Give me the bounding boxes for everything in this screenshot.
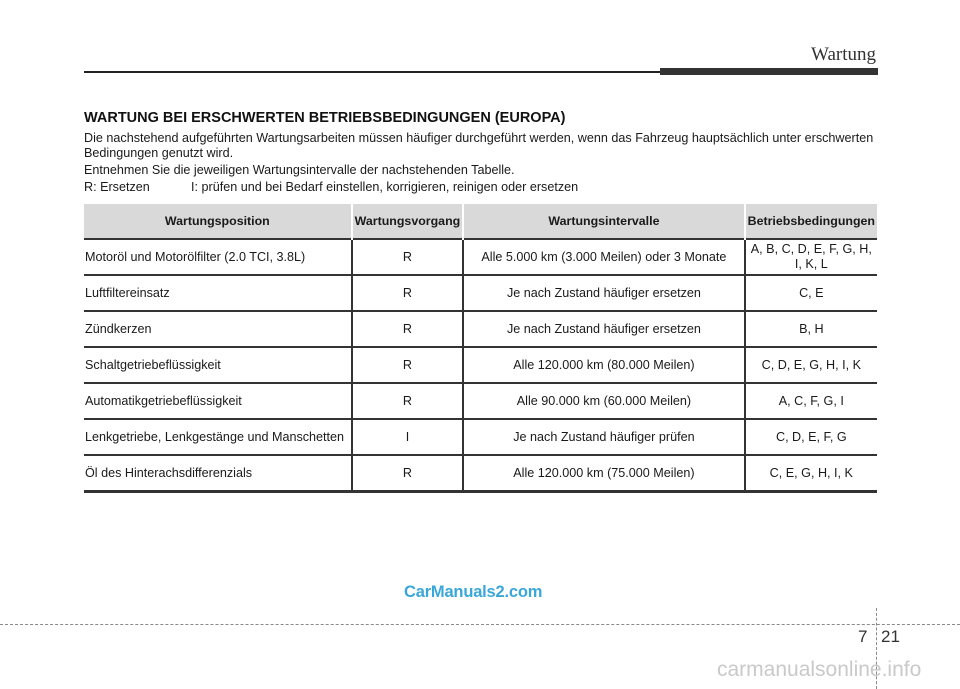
cell-position: Öl des Hinterachsdifferenzials: [84, 455, 352, 492]
cell-conditions: C, D, E, F, G: [745, 419, 877, 455]
cell-conditions: A, C, F, G, I: [745, 383, 877, 419]
cell-action: R: [352, 311, 464, 347]
cell-position: Zündkerzen: [84, 311, 352, 347]
intro-paragraph: Die nachstehend aufgeführten Wartungsarbeiten müssen häufiger durchgeführt werden, wenn das Fahrzeug hauptsächlich unter erschwerten Bedingungen genutzt wird.: [84, 131, 874, 160]
legend: [84, 180, 880, 195]
table-row: [84, 383, 877, 419]
table-row: [84, 455, 877, 492]
section-title: Wartung: [811, 44, 876, 65]
cell-action: R: [352, 455, 464, 492]
cell-position: Automatikgetriebeflüssigkeit: [84, 383, 352, 419]
cell-action: I: [352, 419, 464, 455]
cell-action: R: [352, 383, 464, 419]
cell-action: R: [352, 239, 464, 275]
header-rule-accent: [660, 68, 878, 75]
cell-action: R: [352, 275, 464, 311]
table-row: [84, 239, 877, 275]
cell-interval: Je nach Zustand häufiger ersetzen: [463, 311, 744, 347]
header-action: Wartungsvorgang: [352, 204, 464, 239]
table-row: [84, 419, 877, 455]
table-header-row: [84, 204, 877, 239]
cell-action: R: [352, 347, 464, 383]
cell-conditions: B, H: [745, 311, 877, 347]
cell-position: Lenkgetriebe, Lenkgestänge und Manschetten: [84, 419, 352, 455]
cell-position: Motoröl und Motorölfilter (2.0 TCI, 3.8L): [84, 239, 352, 275]
table-row: [84, 347, 877, 383]
legend-inspect: I: prüfen und bei Bedarf einstellen, korrigieren, reinigen oder ersetzen: [191, 180, 579, 194]
cell-interval: Je nach Zustand häufiger prüfen: [463, 419, 744, 455]
chapter-number: 7: [858, 627, 868, 646]
cell-conditions: C, E: [745, 275, 877, 311]
table-instruction: Entnehmen Sie die jeweiligen Wartungsintervalle der nachstehenden Tabelle.: [84, 163, 515, 177]
legend-replace: R: Ersetzen: [84, 180, 150, 194]
cell-position: Luftfiltereinsatz: [84, 275, 352, 311]
maintenance-table: [84, 204, 877, 493]
cell-conditions: A, B, C, D, E, F, G, H, I, K, L: [745, 239, 877, 275]
page-number: 21: [881, 627, 900, 646]
table-row: [84, 311, 877, 347]
header-rule: [84, 71, 660, 73]
site-watermark: carmanualsonline.info: [717, 658, 922, 681]
cell-conditions: C, E, G, H, I, K: [745, 455, 877, 492]
cell-interval: Je nach Zustand häufiger ersetzen: [463, 275, 744, 311]
header-interval: Wartungsintervalle: [463, 204, 744, 239]
cell-interval: Alle 5.000 km (3.000 Meilen) oder 3 Monate: [463, 239, 744, 275]
header-position: Wartungsposition: [84, 204, 352, 239]
cell-interval: Alle 90.000 km (60.000 Meilen): [463, 383, 744, 419]
footer-divider: [0, 624, 960, 625]
table-row: [84, 275, 877, 311]
intro-block: [84, 110, 880, 195]
page-heading: WARTUNG BEI ERSCHWERTEN BETRIEBSBEDINGUNGEN (EUROPA): [84, 110, 566, 126]
cell-interval: Alle 120.000 km (80.000 Meilen): [463, 347, 744, 383]
cell-position: Schaltgetriebeflüssigkeit: [84, 347, 352, 383]
header-conditions: Betriebsbedingungen: [745, 204, 877, 239]
cell-conditions: C, D, E, G, H, I, K: [745, 347, 877, 383]
watermark-link[interactable]: CarManuals2.com: [404, 583, 543, 601]
cell-interval: Alle 120.000 km (75.000 Meilen): [463, 455, 744, 492]
